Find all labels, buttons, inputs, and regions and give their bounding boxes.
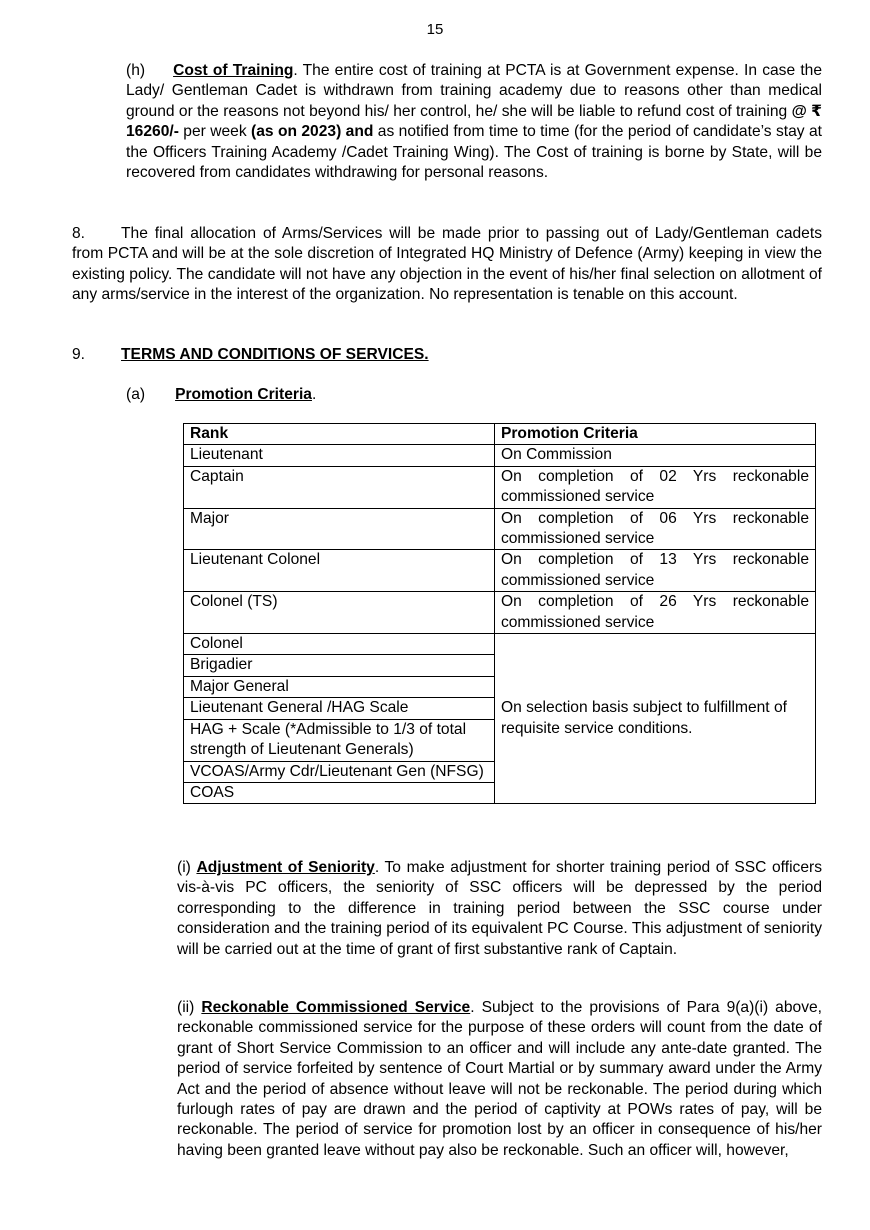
table-row (184, 634, 816, 655)
table-row (184, 445, 816, 466)
para-9-heading (72, 345, 822, 365)
criteria-cell: On Commission (494, 445, 815, 466)
sub-i-adjustment-of-seniority (177, 858, 822, 960)
rank-cell: Lieutenant General /HAG Scale (184, 698, 495, 719)
sub-i-label: (i) (177, 859, 191, 876)
table-header-row (184, 424, 816, 445)
para-8-label: 8. (72, 225, 86, 242)
para-h-text-a: . The entire cost of training at PCTA is at Government expense. In case the Lady/ Gentleman Cadet is withdrawn from training academy due to reasons other than medical ground or the reasons not beyond his/ her control, he/ she will be liable to refund cost of training (126, 62, 822, 120)
para-9a-label: (a) (126, 386, 146, 403)
rank-cell: Lieutenant (184, 445, 495, 466)
para-h-amount: @ ₹ 16260/- (126, 102, 823, 141)
header-rank: Rank (184, 424, 495, 445)
rank-cell: Captain (184, 466, 495, 508)
rank-cell: VCOAS/Army Cdr/Lieutenant Gen (NFSG) (184, 761, 495, 782)
para-9-title: TERMS AND CONDITIONS OF SERVICES. (121, 346, 429, 363)
criteria-cell: On completion of 02 Yrs reckonable commissioned service (494, 466, 815, 508)
rank-cell: Major (184, 508, 495, 550)
criteria-cell: On completion of 13 Yrs reckonable commissioned service (494, 550, 815, 592)
criteria-cell: On completion of 26 Yrs reckonable commissioned service (494, 592, 815, 634)
rank-cell: HAG + Scale (*Admissible to 1/3 of total strength of Lieutenant Generals) (184, 719, 495, 761)
para-9-label: 9. (72, 346, 86, 363)
criteria-cell: On completion of 06 Yrs reckonable commissioned service (494, 508, 815, 550)
para-9a-heading (126, 385, 822, 405)
para-h-label: (h) (126, 62, 146, 79)
promotion-criteria-table (183, 423, 816, 804)
table-row (184, 508, 816, 550)
sub-i-title: Adjustment of Seniority (196, 859, 375, 876)
sub-ii-title: Reckonable Commissioned Service (201, 999, 471, 1016)
sub-ii-reckonable-service (177, 998, 822, 1161)
page-number: 15 (426, 21, 444, 38)
rank-cell: Major General (184, 676, 495, 697)
rank-cell: Lieutenant Colonel (184, 550, 495, 592)
para-9a-suffix: . (311, 386, 317, 403)
header-promotion-criteria: Promotion Criteria (494, 424, 815, 445)
para-9a-title: Promotion Criteria (175, 386, 312, 403)
table-row (184, 592, 816, 634)
para-h-cost-of-training (126, 61, 822, 183)
rank-cell: COAS (184, 782, 495, 803)
para-h-title: Cost of Training (173, 62, 294, 79)
selection-criteria-cell: On selection basis subject to fulfillment of requisite service conditions. (494, 634, 815, 804)
sub-ii-label: (ii) (177, 999, 195, 1016)
table-row (184, 466, 816, 508)
para-h-text-c: as notified from time to time (for the period of candidate’s stay at the Officers Training Academy /Cadet Training Wing). The Cost of training is borne by State, will be recovered from candidates withdrawing for personal reasons. (126, 123, 822, 182)
para-8-allocation (72, 224, 822, 306)
para-8-text: The final allocation of Arms/Services will be made prior to passing out of Lady/Gentleman cadets from PCTA and will be at the sole discretion of Integrated HQ Ministry of Defence (Army) keeping in view the existing policy. The candidate will not have any objection in the event of his/her final selection on allotment of any arms/service in the interest of the organization. No representation is tenable on this account. (72, 225, 822, 304)
para-h-as-on: (as on 2023) and (251, 123, 374, 141)
rank-cell: Colonel (TS) (184, 592, 495, 634)
sub-i-text: . To make adjustment for shorter training period of SSC officers vis-à-vis PC officers, the seniority of SSC officers will be depressed by the period corresponding to the difference in training period between the SSC course under consideration and the training period of its equivalent PC Course. This adjustment of seniority will be carried out at the time of grant of first substantive rank of Captain. (177, 859, 822, 958)
rank-cell: Colonel (184, 634, 495, 655)
sub-ii-text: . Subject to the provisions of Para 9(a)(i) above, reckonable commissioned service for the purpose of these orders will count from the date of grant of Short Service Commission to an officer and will include any ante-date granted. The period of service forfeited by sentence of Court Martial or by summary award under the Army Act and the period of absence without leave will not be reckonable. The period during which furlough rates of pay are drawn and the period of captivity at POWs rates of pay, will be reckonable. The period of service for promotion lost by an officer in consequence of his/her having been granted leave without pay also be reckonable. Such an officer will, however, (177, 999, 822, 1159)
table-row (184, 550, 816, 592)
para-h-text-b: per week (178, 123, 252, 141)
rank-cell: Brigadier (184, 655, 495, 676)
